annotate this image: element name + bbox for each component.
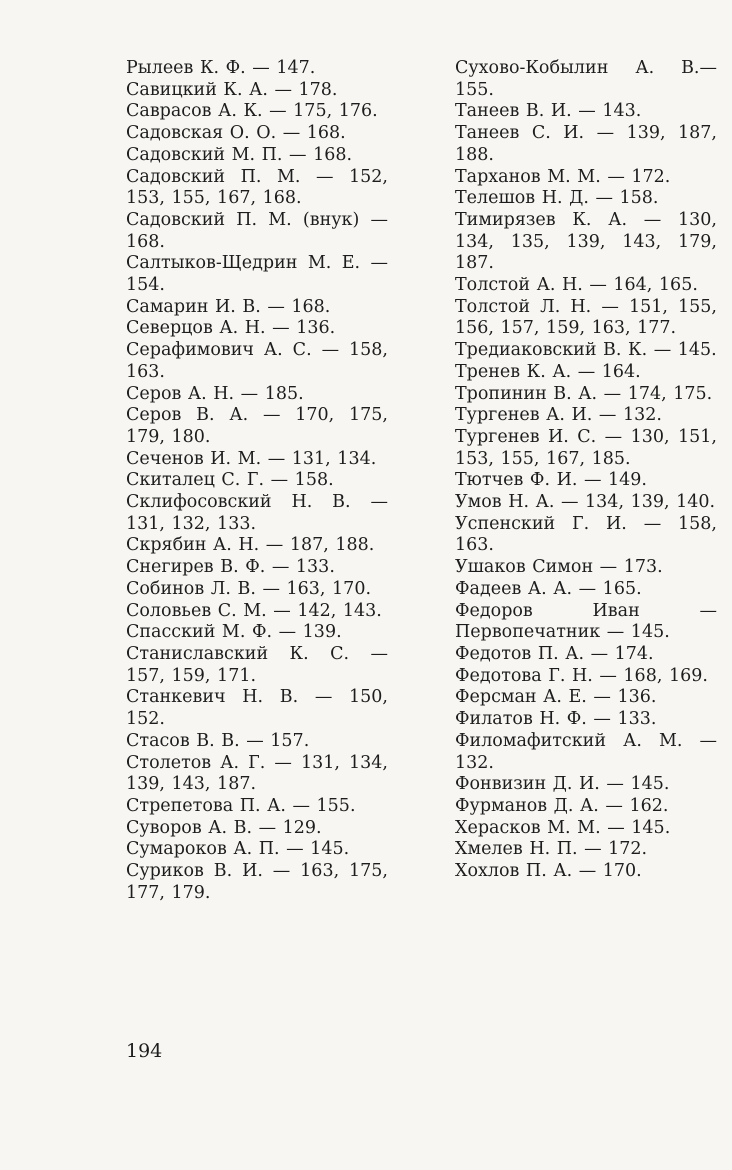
index-entry: Рылеев К. Ф. — 147. — [126, 58, 316, 78]
index-entry: Телешов Н. Д. — 158. — [455, 188, 659, 209]
index-entry: Спасский М. Ф. — 139. — [126, 622, 342, 643]
index-entry: Серов В. А. — 170, 175, 179, 180. — [126, 405, 388, 447]
index-entry: Склифосовский Н. В. — 131, 132, 133. — [126, 492, 388, 534]
index-entry: Толстой А. Н. — 164, 165. — [455, 275, 698, 296]
index-entry: Садовский П. М. — 152, 153, 155, 167, 168. — [126, 166, 388, 209]
index-entry: Станиславский К. С. — 157, 159, 171. — [126, 643, 388, 686]
index-entry: Самарин И. В. — 168. — [126, 296, 331, 317]
index-entry: Стрепетова П. А. — 155. — [126, 795, 356, 816]
index-entry: Хмелев Н. П. — 172. — [455, 839, 648, 860]
index-entry: Толстой Л. Н. — 151, 155, 156, 157, 159, 163, 177. — [455, 296, 717, 339]
index-entry: Фадеев А. А. — 165. — [455, 578, 642, 599]
index-entry: Соловьев С. М. — 142, 143. — [126, 600, 382, 621]
index-entry: Скрябин А. Н. — 187, 188. — [126, 535, 375, 556]
index-entry: Федотова Г. Н. — 168, 169. — [455, 665, 708, 686]
index-entry: Тренев К. А. — 164. — [455, 361, 641, 382]
index-entry: Федотов П. А. — 174. — [455, 643, 654, 664]
index-entry: Танеев В. И. — 143. — [455, 101, 642, 122]
index-entry: Тимирязев К. А. — 130, 134, 135, 139, 143, 179, 187. — [455, 209, 717, 274]
index-entry: Филомафитский А. М. — 132. — [455, 730, 717, 773]
index-entry: Сеченов И. М. — 131, 134. — [126, 448, 377, 469]
index-entry: Суриков В. И. — 163, 175, 177, 179. — [126, 861, 388, 903]
index-entry: Салтыков-Щедрин М. Е. — 154. — [126, 253, 388, 296]
index-entry: Саврасов А. К. — 175, 176. — [126, 101, 378, 122]
index-entry: Ферсман А. Е. — 136. — [455, 687, 657, 708]
index-entry: Хохлов П. А. — 170. — [455, 861, 642, 882]
index-entry: Тарханов М. М. — 172. — [455, 166, 671, 187]
index-entry: Умов Н. А. — 134, 139, 140. — [455, 492, 716, 513]
index-entry: Снегирев В. Ф. — 133. — [126, 557, 335, 578]
index-entry: Садовская О. О. — 168. — [126, 123, 346, 144]
index-entry: Станкевич Н. В. — 150, 152. — [126, 687, 388, 730]
index-entry: Тургенев А. И. — 132. — [455, 405, 662, 426]
index-entry: Тропинин В. А. — 174, 175. — [455, 383, 713, 404]
index-entry: Тургенев И. С. — 130, 151, 153, 155, 167, 185. — [455, 426, 717, 469]
index-entry: Ушаков Симон — 173. — [455, 557, 663, 578]
index-entry: Столетов А. Г. — 131, 134, 139, 143, 187. — [126, 752, 388, 795]
index-entry: Фонвизин Д. И. — 145. — [455, 774, 670, 795]
index-entry: Собинов Л. В. — 163, 170. — [126, 578, 372, 599]
index-entry: Филатов Н. Ф. — 133. — [455, 709, 657, 730]
index-entry: Стасов В. В. — 157. — [126, 730, 310, 751]
index-entry: Суворов А. В. — 129. — [126, 817, 322, 838]
index-entry: Сухово-Кобылин А. В.— 155. — [455, 58, 717, 100]
index-entry: Успенский Г. И. — 158, 163. — [455, 513, 717, 556]
index-entry: Садовский М. П. — 168. — [126, 144, 353, 165]
index-entry: Федоров Иван — Первопечатник — 145. — [455, 600, 717, 643]
index-entry: Савицкий К. А. — 178. — [126, 79, 338, 100]
index-entry: Херасков М. М. — 145. — [455, 817, 671, 838]
index-entry: Сумароков А. П. — 145. — [126, 839, 350, 860]
page-number: 194 — [126, 1040, 163, 1062]
index-entry: Фурманов Д. А. — 162. — [455, 795, 669, 816]
index-entry: Скиталец С. Г. — 158. — [126, 470, 334, 491]
index-entry: Садовский П. М. (внук) — 168. — [126, 209, 388, 252]
index-column-right — [455, 58, 717, 883]
index-entry: Тредиаковский В. К. — 145. — [455, 340, 717, 361]
index-entry: Серафимович А. С. — 158, 163. — [126, 340, 388, 382]
index-entry: Тютчев Ф. И. — 149. — [455, 470, 647, 491]
index-entry: Серов А. Н. — 185. — [126, 383, 304, 404]
index-entry: Северцов А. Н. — 136. — [126, 318, 336, 339]
index-column-left — [126, 58, 388, 904]
index-entry: Танеев С. И. — 139, 187, 188. — [455, 123, 717, 165]
